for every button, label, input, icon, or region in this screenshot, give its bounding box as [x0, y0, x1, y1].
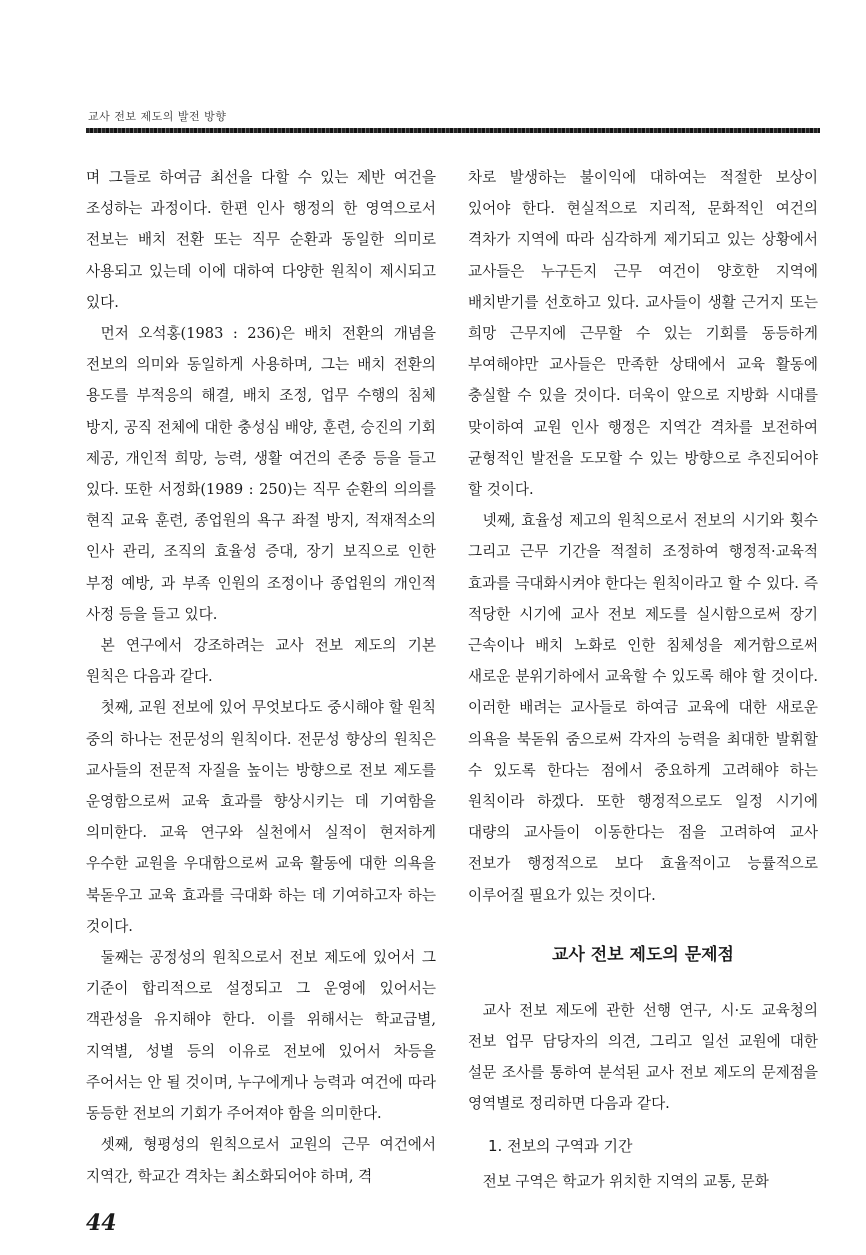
- sub-heading: 1. 전보의 구역과 기간: [488, 1136, 633, 1155]
- section-intro: 교사 전보 제도에 관한 선행 연구, 시·도 교육청의 전보 업무 담당자의 의견, 그리고 일선 교원에 대한 설문 조사를 통하여 분석된 교사 전보 제도의 문제점을 영역별로 정리하면 다음과 같다.: [468, 1001, 818, 1113]
- paragraph: 둘째는 공정성의 원칙으로서 전보 제도에 있어서 그 기준이 합리적으로 설정되고 그 운영에 있어서는 객관성을 유지해야 한다. 이를 위해서는 학교급별, 지역별, 성별 등의 이유로 전보에 있어서 차등을 주어서는 안 될 것이며, 누구에게나 능력과 여건에 따라 동등한 전보의 기회가 주어져야 함을 의미한다.: [86, 949, 436, 1123]
- section-heading: 교사 전보 제도의 문제점: [552, 944, 734, 965]
- running-header: 교사 전보 제도의 발전 방향: [88, 110, 227, 123]
- paragraph: 먼저 오석홍(1983 : 236)은 배치 전환의 개념을 전보의 의미와 동일하게 사용하며, 그는 배치 전환의 용도를 부적응의 해결, 배치 조정, 업무 수행의 침체 방지, 공직 전체에 대한 충성심 배양, 훈련, 승진의 기회 제공, 개인적 희망, 능력, 생활 여건의 존중 등을 들고 있다. 또한 서정화(1989 : 250)는 직무 순환의 의의를 현직 교육 훈련, 종업원의 욕구 좌절 방지, 적재적소의 인사 관리, 조직의 효율성 증대, 장기 보직으로 인한 부정 예방, 과 부족 인원의 조정이나 종업원의 개인적 사정 등을 들고 있다.: [86, 325, 436, 623]
- page-number: 44: [86, 1210, 117, 1236]
- paragraph: 차로 발생하는 불이익에 대하여는 적절한 보상이 있어야 한다. 현실적으로 지리적, 문화적인 여건의 격차가 지역에 따라 심각하게 제기되고 있는 상황에서 교사들은 누구든지 근무 여건이 양호한 지역에 배치받기를 선호하고 있다. 교사들이 생활 근거지 또는 희망 근무지에 근무할 수 있는 기회를 동등하게 부여해야만 교사들은 만족한 상태에서 교육 활동에 충실할 수 있을 것이다. 더욱이 앞으로 지방화 시대를 맞이하여 교원 인사 행정은 지역간 격차를 보전하여 균형적인 발전을 도모할 수 있는 방향으로 추진되어야 할 것이다.: [468, 169, 818, 499]
- paragraph: 셋째, 형평성의 원칙으로서 교원의 근무 여건에서 지역간, 학교간 격차는 최소화되어야 하며, 격: [86, 1136, 436, 1185]
- paragraph: 본 연구에서 강조하려는 교사 전보 제도의 기본 원칙은 다음과 같다.: [86, 637, 436, 686]
- header-rule: [86, 128, 820, 133]
- paragraph: 며 그들로 하여금 최선을 다할 수 있는 제반 여건을 조성하는 과정이다. 한편 인사 행정의 한 영역으로서 전보는 배치 전환 또는 직무 순환과 동일한 의미로 사용되고 있는데 이에 대하여 다양한 원칙이 제시되고 있다.: [86, 169, 436, 311]
- paragraph: 첫째, 교원 전보에 있어 무엇보다도 중시해야 할 원칙 중의 하나는 전문성의 원칙이다. 전문성 향상의 원칙은 교사들의 전문적 자질을 높이는 방향으로 전보 제도를 운영함으로써 교육 효과를 향상시키는 데 기여함을 의미한다. 교육 연구와 실천에서 실적이 현저하게 우수한 교원을 우대함으로써 교육 활동에 대한 의욕을 북돋우고 교육 효과를 극대화 하는 데 기여하고자 하는 것이다.: [86, 699, 436, 935]
- right-column: [468, 162, 818, 1197]
- paragraph: 전보 구역은 학교가 위치한 지역의 교통, 문화: [482, 1172, 769, 1190]
- paragraph: 넷째, 효율성 제고의 원칙으로서 전보의 시기와 횟수 그리고 근무 기간을 적절히 조정하여 행정적·교육적 효과를 극대화시켜야 한다는 원칙이라고 할 수 있다. 즉 적당한 시기에 교사 전보 제도를 실시함으로써 장기 근속이나 배치 노화로 인한 침체성을 제거함으로써 새로운 분위기하에서 교육할 수 있도록 해야 할 것이다. 이러한 배려는 교사들로 하여금 교육에 대한 새로운 의욕을 북돋워 줌으로써 각자의 능력을 최대한 발휘할 수 있도록 한다는 점에서 중요하게 고려해야 하는 원칙이라 하겠다. 또한 행정적으로도 일정 시기에 대량의 교사들이 이동한다는 점을 고려하여 교사 전보가 행정적으로 보다 효율적이고 능률적으로 이루어질 필요가 있는 것이다.: [468, 512, 818, 904]
- left-column: [86, 162, 436, 1192]
